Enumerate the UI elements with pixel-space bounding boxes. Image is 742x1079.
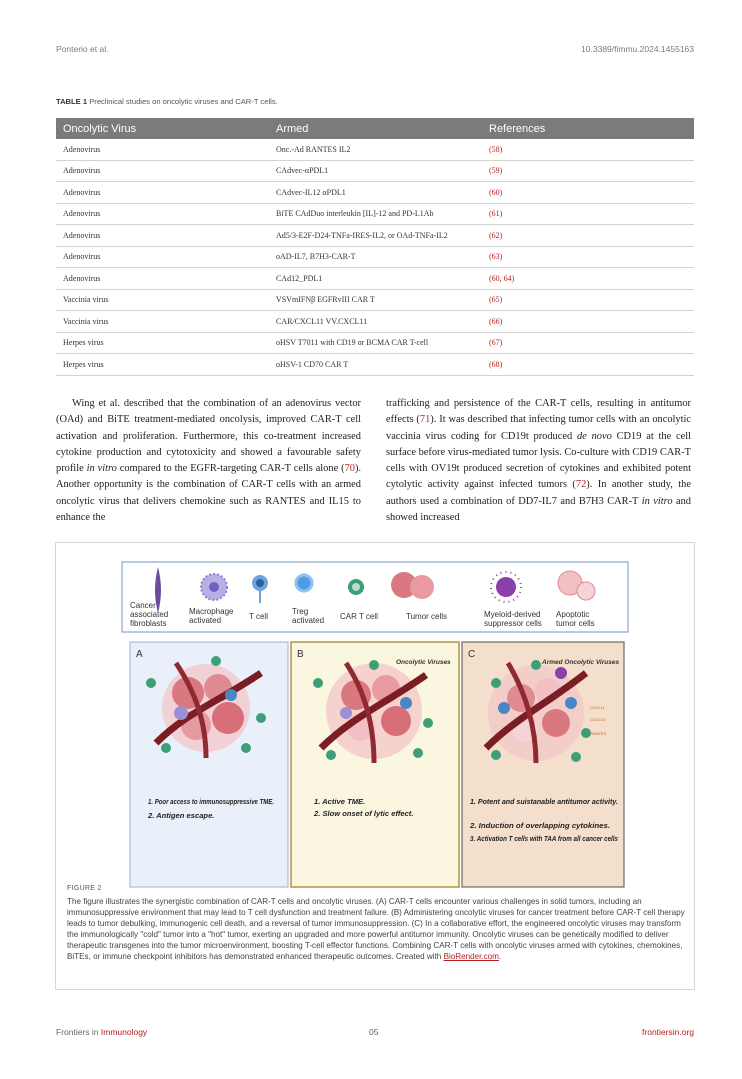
table-row [56,289,694,311]
legend-label-treg: Treg activated [292,607,325,625]
cytokine-label-cxcl10: CXCL10 [590,717,606,722]
table-caption [56,97,278,106]
table-row [56,268,694,290]
text-run: ). Another opportunity is the combination of CAR-T cells with an armed oncolytic virus that delivers chemokine such as RANTES and IL15 to enhance the [56,463,362,524]
text-run-italic: in vitro [86,463,117,475]
panel-b-title: Oncolytic Viruses [396,659,451,666]
figure-caption-end: . [498,952,502,962]
armed-cell: BiTE CAdDuo interleukin [IL]-12 and PD-L1Ab [269,203,482,225]
reference-cell[interactable]: (60) [482,182,694,204]
figure-caption-text: The figure illustrates the synergistic combination of CAR-T cells and oncolytic viruses. (A) CAR-T cells encounter various challenges in solid tumors, including an immunosuppressive environment that may lead to T cell dysfunction and treatment failure. (B) Administering oncolytic viruses for cancer treatment before CAR-T cell therapy leads to tumor debulking, immunogenic cell death, and a reversal of tumor immunosuppression. (C) In a collaborative effort, the engineered oncolytic viruses may transform the immunologically "cold" tumor into a "hot" tumor, exerting an upgraded and more powerful antitumor immunity. Oncolytic viruses can be genetically modified to deliver therapeutic transgenes into the tumor microenvironment, boosting T-cell effector functions. Combining CAR-T cells with oncolytic viruses armed with cytokines, chemokines, BiTEs, or immune checkpoint inhibitors has demonstrated enhanced therapeutic outcomes. Created with [67,897,685,962]
armed-cell: oAD-IL7, B7H3-CAR-T [269,246,482,268]
legend-label-macrophage: Macrophage activated [189,607,234,625]
panel-letter-a: A [136,649,143,660]
panel-c-title: Armed Oncolytic Viruses [542,659,620,666]
table-row [56,139,694,160]
legend-label-fibroblast: Cancer associated fibroblasts [130,601,169,628]
armed-cell: Onc.-Ad RANTES IL2 [269,139,482,160]
reference-cell[interactable]: (68) [482,354,694,376]
virus-cell: Adenovirus [56,246,269,268]
column-header: Oncolytic Virus [56,118,269,139]
virus-cell: Adenovirus [56,182,269,204]
t-cell-nucleus-icon [256,579,264,587]
legend-label-cart: CAR T cell [340,612,378,621]
journal-name-link[interactable]: Immunology [100,1027,148,1037]
figure-label: FIGURE 2 [67,885,102,892]
journal-prefix: Frontiers in [56,1027,101,1037]
table-row [56,246,694,268]
armed-cell: oHSV-1 CD70 CAR T [269,354,482,376]
text-run: CD19 at the cell surface before virus-mediated tumor lysis. Co-culture with CD19 CAR-T cells with OV19t produced secretion of cytokines and exhibited potent cytolytic activity against infected tumors ( [386,430,692,491]
figure-caption [67,896,687,963]
virus-cell: Adenovirus [56,203,269,225]
table-row [56,311,694,333]
reference-cell[interactable]: (65) [482,289,694,311]
column-header: Armed [269,118,482,139]
text-run: ). It was described that infecting tumor cells with an oncolytic vaccinia virus coding for CD19t produced [386,414,692,442]
panel-b-item-2: 2. Slow onset of lytic effect. [314,809,414,818]
panel-b-item-1: 1. Active TME. [314,797,366,806]
citation-link[interactable]: 72 [575,479,587,491]
journal-footer [56,1027,147,1037]
armed-cell: oHSV T7011 with CD19 or BCMA CAR T-cell [269,332,482,354]
panel-a-item-2: 2. Antigen escape. [148,811,215,820]
virus-cell: Vaccinia virus [56,311,269,333]
cytokine-label-rantes: RANTES [590,731,607,736]
panel-letter-b: B [297,649,304,660]
virus-cell: Adenovirus [56,268,269,290]
running-author: Ponterio et al. [56,44,109,54]
text-run: and showed increased [386,495,692,524]
table-label: TABLE 1 [56,97,88,106]
armed-cell: CAd12_PDL1 [269,268,482,290]
text-run: Wing et al. described that the combination of an adenovirus vector (OAd) and BiTE treatment-mediated oncolysis, improved CAR-T cell activation and proliferation. Furthermore, this co-treatment increased cytokine production and cytotoxicity and showed a favourable safety profile [56,398,361,475]
panel-c-item-1: 1. Potent and suistanable antitumor activity. [470,797,618,806]
virus-cell: Vaccinia virus [56,289,269,311]
panel-c-item-3: 3. Activation T cells with TAA from all cancer cells [470,834,618,843]
virus-cell: Adenovirus [56,160,269,182]
panel-c-cytokine-labels [590,705,607,736]
virus-cell: Adenovirus [56,139,269,160]
text-run: ). In another study, the authors used a combination of DD7-IL7 and B7H3 CAR-T [386,479,691,507]
panel-a-item-1: 1. Poor access to immunosuppressive TME. [148,797,274,806]
apoptotic-cell-icon-2 [577,582,595,600]
text-run: compared to the EGFR-targeting CAR-T cells alone ( [116,463,345,475]
legend-label-tumor: Tumor cells [406,612,448,621]
legend-label-apoptotic: Apoptotic tumor cells [556,610,595,628]
studies-table [56,118,694,376]
car-t-nucleus-icon [352,583,360,591]
macrophage-nucleus-icon [209,582,219,592]
table-row [56,182,694,204]
mdsc-icon [496,577,516,597]
armed-cell: CAR/CXCL11 VV.CXCL11 [269,311,482,333]
column-header: References [482,118,694,139]
treg-icon [296,575,312,591]
reference-cell[interactable]: (61) [482,203,694,225]
virus-cell: Herpes virus [56,332,269,354]
armed-cell: VSVmIFNβ EGFRvIII CAR T [269,289,482,311]
table-row [56,354,694,376]
body-text-left [56,396,361,526]
panel-letter-c: C [468,649,476,660]
reference-cell[interactable]: (59) [482,160,694,182]
legend-label-mdsc: Myeloid-derived suppressor cells [484,610,542,628]
table-row [56,203,694,225]
text-run-italic: in vitro [641,495,673,507]
doi: 10.3389/fimmu.2024.1455163 [581,44,694,54]
citation-link[interactable]: 71 [419,414,431,426]
reference-cell[interactable]: (58) [482,139,694,160]
site-link[interactable]: frontiersin.org [642,1027,694,1037]
virus-cell: Herpes virus [56,354,269,376]
text-run-italic: de novo [576,430,612,442]
armed-cell: CAdvec-αPDL1 [269,160,482,182]
text-run: trafficking and persistence of the CAR-T cells, resulting in antitumor effects ( [386,398,691,426]
cytokine-label-cxcl11: CXCL11 [590,705,605,710]
armed-cell: CAdvec-IL12 αPDL1 [269,182,482,204]
biorender-link[interactable]: BioRender.com [443,952,499,962]
citation-link[interactable]: 70 [344,463,355,475]
legend-label-tcell: T cell [249,612,268,621]
table-caption-text: Preclinical studies on oncolytic viruses and CAR-T cells. [89,97,278,106]
body-text-right [386,396,691,526]
reference-cell[interactable]: (66) [482,311,694,333]
panel-c-item-2: 2. Induction of overlapping cytokines. [468,821,610,830]
reference-cell[interactable]: (62) [482,225,694,247]
reference-cell[interactable]: (67) [482,332,694,354]
table-row [56,332,694,354]
reference-cell[interactable]: (60, 64) [482,268,694,290]
table-row [56,225,694,247]
table-row [56,160,694,182]
armed-cell: Ad5/3-E2F-D24-TNFa-IRES-IL2, or OAd-TNFa-IL2 [269,225,482,247]
page-number: 05 [369,1027,379,1037]
reference-cell[interactable]: (63) [482,246,694,268]
tumor-cell-icon-2 [410,575,434,599]
virus-cell: Adenovirus [56,225,269,247]
